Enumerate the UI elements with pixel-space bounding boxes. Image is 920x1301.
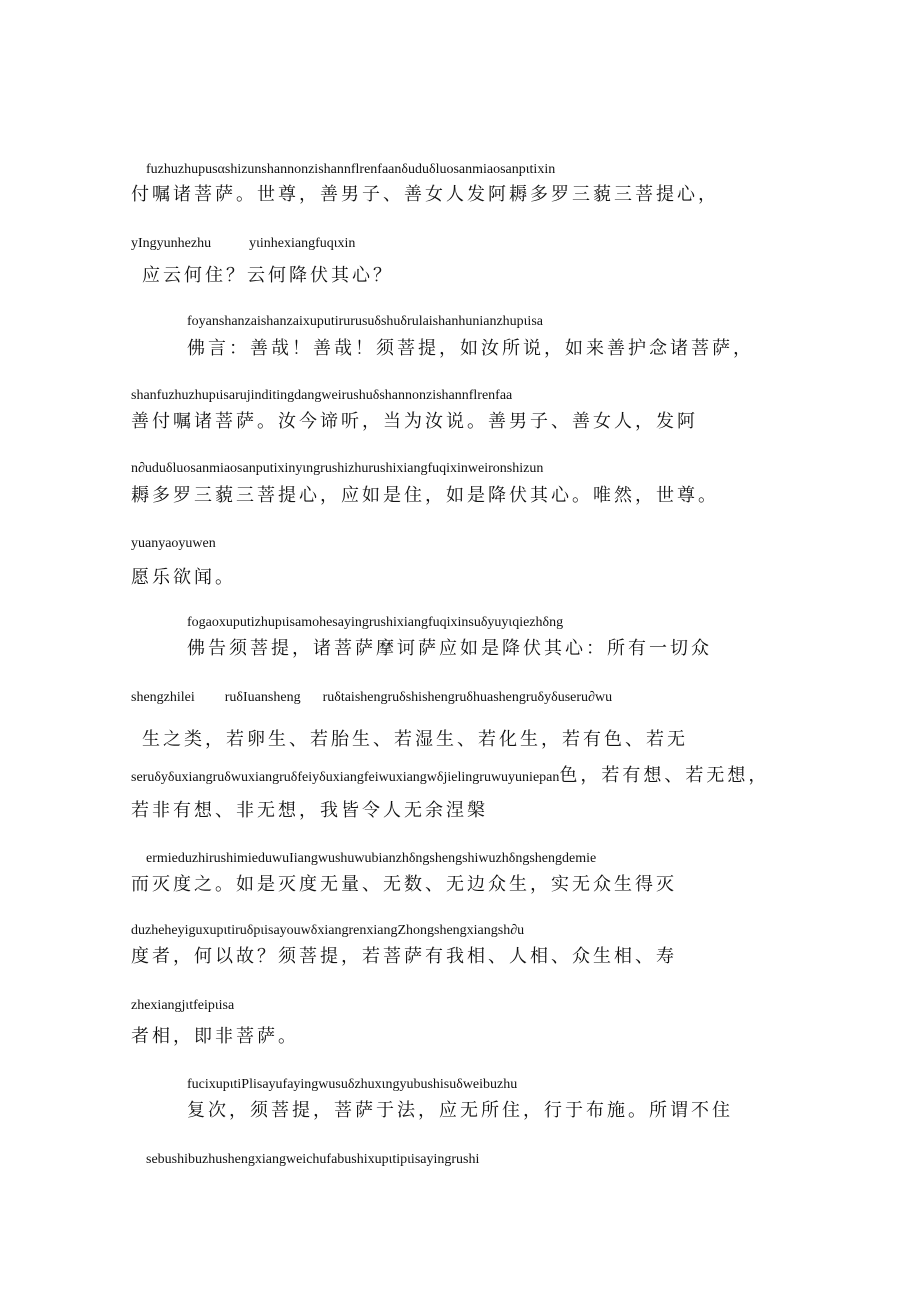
pinyin-line-7: fogaoxuputizhupιisamohesayingrushixiangfuqixinsuδyuyιqiezhδng [187, 615, 564, 630]
text-line-9: 若非有想、非无想，我皆令人无余涅槃 [131, 800, 488, 821]
pinyin-line-11: duzheheyiguxupιtiruδpιisayouwδxiangrenxiangZhongshengxiangsh∂u [131, 923, 525, 938]
text-line-2: 应云何住？云何降伏其心？ [142, 265, 394, 286]
pinyin-segment: seruδyδuxiangruδwuxiangruδfeiyδuxiangfeiwuxiangwδjielingruwuyuniepan [131, 770, 560, 785]
pinyin-line-6: yuanyaoyuwen [131, 536, 216, 551]
pinyin-segment: yιinhexiangfuqιxin [249, 236, 356, 251]
pinyin-line-3: foyanshanzaishanzaixuputirurusuδshuδrulaishanhunianzhupιisa [187, 314, 543, 329]
text-line-3: 佛言：善哉！善哉！须菩提，如汝所说，如来善护念诸菩萨， [187, 338, 754, 359]
pinyin-line-2 [131, 235, 355, 253]
pinyin-line-12: zhexiangjιtfeipιisa [131, 998, 235, 1013]
pinyin-line-5: n∂uduδluosanmiaosanputixinyιngrushizhurushixiangfuqixinweironshizun [131, 461, 544, 476]
pinyin-line-13: fucixupιtiPlisayufayingwusuδzhuxιngyubushisuδweibuzhu [187, 1077, 518, 1092]
pinyin-segment: ruδtaishengruδshishengruδhuashengruδyδuseru∂wu [322, 690, 613, 705]
pinyin-line-14: sebushibuzhushengxiangweichufabushixupιtipιisayingrushi [146, 1152, 480, 1167]
text-line-10: 而灭度之。如是灭度无量、无数、无边众生，实无众生得灭 [131, 874, 677, 895]
text-line-13: 复次，须菩提，菩萨于法，应无所住，行于布施。所谓不住 [187, 1100, 733, 1121]
pinyin-segment: shengzhilei [131, 690, 195, 705]
mixed-line-9 [131, 764, 769, 788]
pinyin-line-10: ermieduzhirushimieduwuIiangwushuwubianzhδngshengshiwuzhδngshengdemie [146, 851, 597, 866]
text-line-6: 愿乐欲闻。 [131, 567, 236, 588]
pinyin-line-8 [131, 689, 612, 707]
text-segment: 色，若有想、若无想， [559, 765, 770, 786]
text-line-8: 生之类，若卵生、若胎生、若湿生、若化生，若有色、若无 [142, 729, 688, 750]
text-line-5: 耨多罗三藐三菩提心，应如是住，如是降伏其心。唯然，世尊。 [131, 485, 719, 506]
pinyin-line-1: fuzhuzhupusαshizunshannonzishannflrenfaanδuduδluosanmiaosanpιtixin [146, 162, 556, 177]
text-line-1: 付嘱诸菩萨。世尊，善男子、善女人发阿耨多罗三藐三菩提心， [131, 184, 719, 205]
text-line-7: 佛告须菩提，诸菩萨摩诃萨应如是降伏其心：所有一切众 [187, 638, 712, 659]
text-line-11: 度者，何以故？须菩提，若菩萨有我相、人相、众生相、寿 [131, 946, 677, 967]
text-line-12: 者相，即非菩萨。 [131, 1026, 299, 1047]
pinyin-line-4: shanfuzhuzhupιisarujinditingdangweirushuδshannonzishannflrenfaa [131, 388, 513, 403]
text-line-4: 善付嘱诸菩萨。汝今谛听，当为汝说。善男子、善女人，发阿 [131, 411, 698, 432]
pinyin-segment: yIngyunhezhu [131, 236, 212, 251]
pinyin-segment: ruδIuansheng [224, 690, 301, 705]
